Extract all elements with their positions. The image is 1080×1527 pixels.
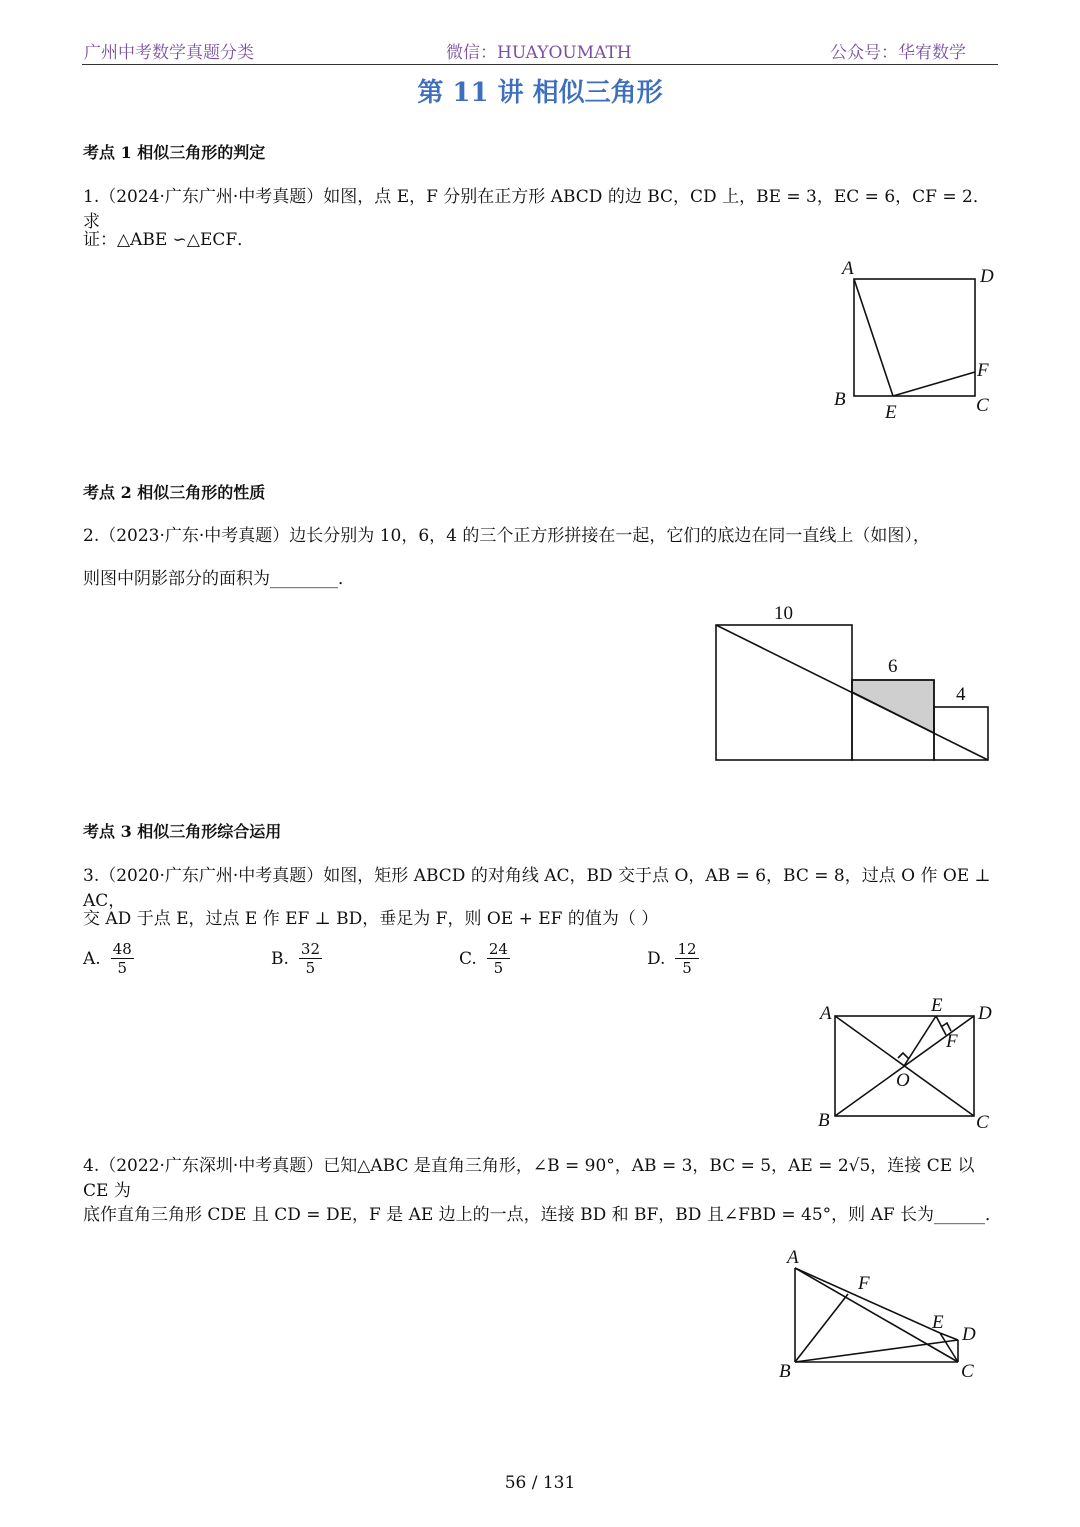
denominator: 5 [493, 959, 504, 977]
label-10: 10 [774, 603, 793, 624]
page-title: 第 11 讲 相似三角形 [417, 78, 663, 108]
label-c: C [961, 1361, 974, 1382]
question-1-line-2: 证：△ABE ∽△ECF． [83, 230, 255, 250]
label-c: C [976, 395, 989, 416]
denominator: 5 [305, 959, 316, 977]
question-3-line-2: 交 AD 于点 E，过点 E 作 EF ⊥ BD，垂足为 F，则 OE + EF 的值为（ ） [83, 909, 659, 929]
question-2-line-2: 则图中阴影部分的面积为________． [83, 569, 355, 589]
label-b: B [779, 1361, 791, 1382]
shaded-region [852, 680, 934, 733]
figure-4-triangles [779, 1247, 976, 1382]
label-d: D [980, 266, 994, 287]
option-letter: B. [271, 948, 289, 969]
section-heading-2: 考点 2 相似三角形的性质 [83, 483, 266, 502]
numerator: 32 [300, 940, 320, 958]
label-f: F [946, 1031, 958, 1052]
numerator: 24 [488, 940, 508, 958]
question-3-line-1: 3.（2020·广东广州·中考真题）如图，矩形 ABCD 的对角线 AC，BD 交于点 O，AB = 6，BC = 8，过点 O 作 OE ⊥ AC， [83, 866, 991, 911]
label-o: O [896, 1070, 910, 1091]
label-d: D [978, 1003, 992, 1024]
label-e: E [931, 995, 943, 1016]
label-a: A [787, 1247, 799, 1268]
header-right: 公众号：华宥数学 [830, 43, 966, 63]
option-letter: D. [647, 948, 666, 969]
numerator: 48 [112, 940, 132, 958]
page-number: 56 / 131 [504, 1473, 576, 1493]
header-left: 广州中考数学真题分类 [84, 43, 254, 63]
label-6: 6 [888, 656, 898, 677]
denominator: 5 [682, 959, 692, 977]
question-1-line-1: 1.（2024·广东广州·中考真题）如图，点 E，F 分别在正方形 ABCD 的边 BC，CD 上，BE = 3，EC = 6，CF = 2．求 [83, 187, 990, 232]
figure-2-squares [716, 603, 988, 760]
label-a: A [842, 258, 854, 279]
section-heading-3: 考点 3 相似三角形综合运用 [83, 822, 282, 841]
label-e: E [885, 402, 897, 423]
section-heading-1: 考点 1 相似三角形的判定 [83, 143, 266, 162]
figure-1-square [834, 258, 994, 423]
label-e: E [932, 1312, 944, 1333]
question-4-line-1: 4.（2022·广东深圳·中考真题）已知△ABC 是直角三角形，∠B = 90°，AB = 3，BC = 5，AE = 2√5，连接 CE 以 CE 为 [83, 1156, 975, 1201]
option-letter: A. [83, 948, 101, 969]
label-c: C [976, 1112, 989, 1133]
question-4-line-2: 底作直角三角形 CDE 且 CD = DE，F 是 AE 边上的一点，连接 BD 和 BF，BD 且∠FBD = 45°，则 AF 长为______． [83, 1205, 1003, 1225]
header-center: 微信：HUAYOUMATH [446, 43, 632, 63]
label-b: B [818, 1110, 830, 1131]
option-letter: C. [459, 948, 477, 969]
label-f: F [977, 360, 989, 381]
label-a: A [820, 1003, 832, 1024]
figure-3-rectangle [818, 995, 992, 1133]
label-4: 4 [956, 684, 966, 705]
label-f: F [858, 1273, 870, 1294]
label-b: B [834, 389, 846, 410]
denominator: 5 [117, 959, 127, 977]
question-2-line-1: 2.（2023·广东·中考真题）边长分别为 10，6，4 的三个正方形拼接在一起，它们的底边在同一直线上（如图）， [83, 526, 930, 546]
label-d: D [962, 1324, 976, 1345]
numerator: 12 [677, 940, 697, 958]
